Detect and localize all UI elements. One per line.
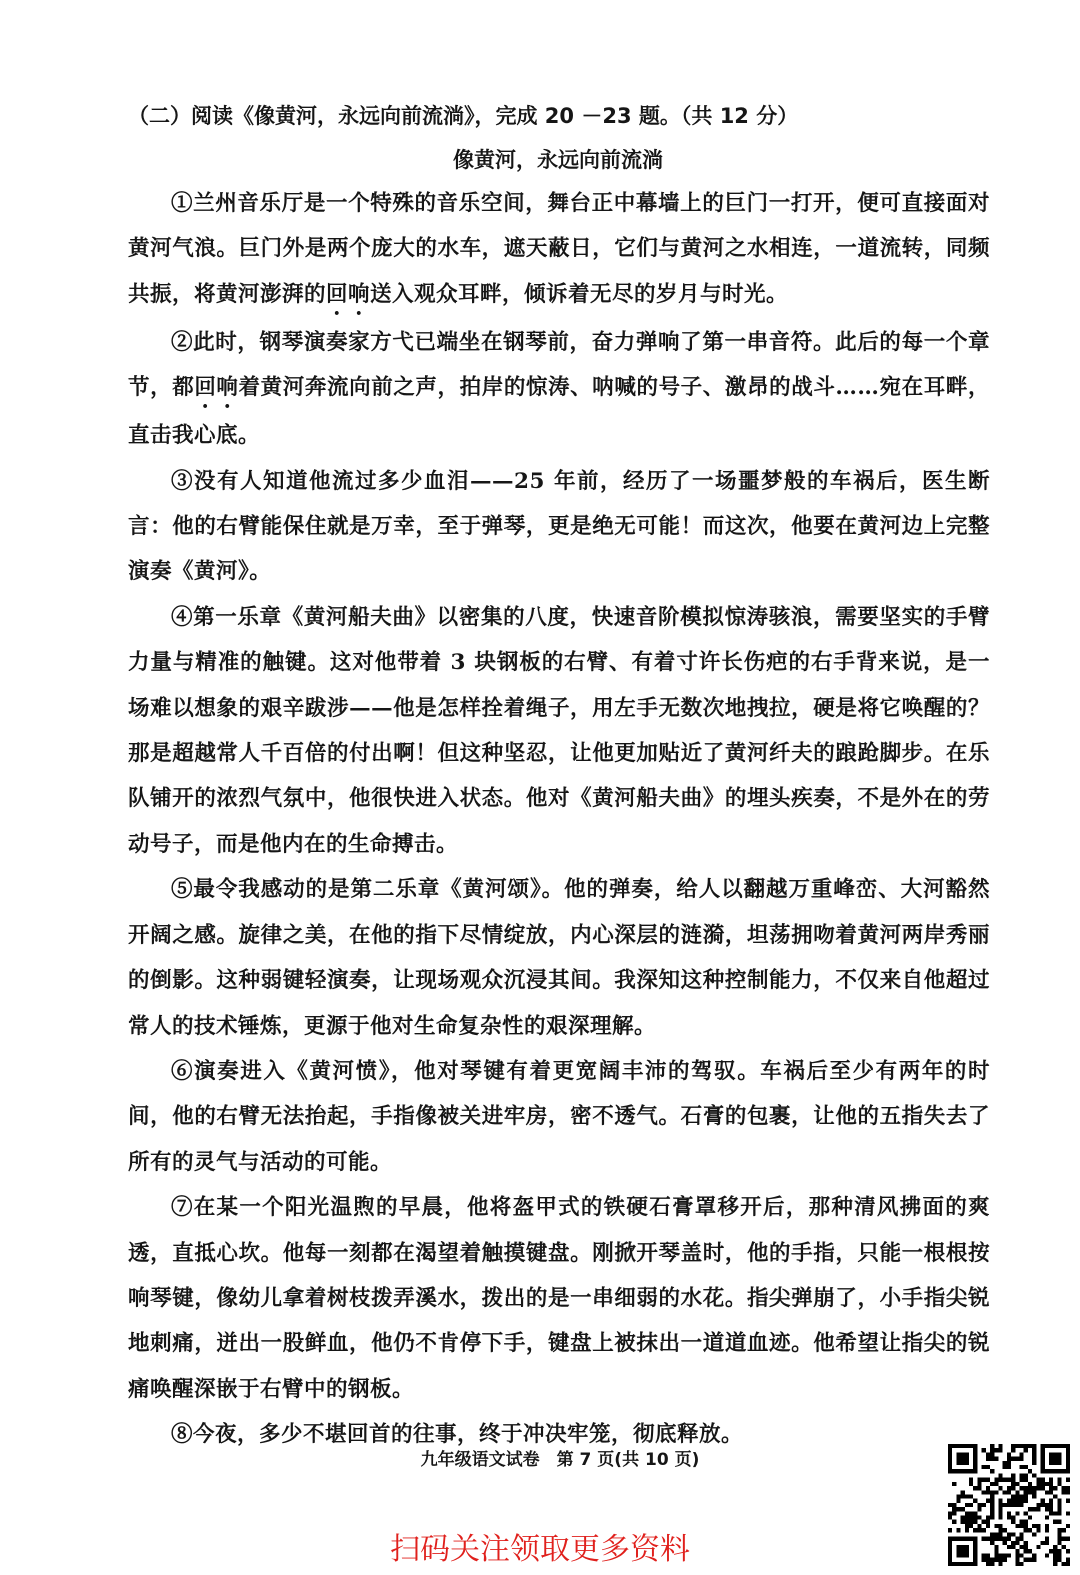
section-heading: （二）阅读《像黄河，永远向前流淌》，完成 20 －23 题。（共 12 分）	[128, 104, 799, 128]
emphasized-word: 回响	[194, 375, 239, 401]
paragraph-8: ⑧今夜，多少不堪回首的往事，终于冲决牢笼，彻底释放。	[171, 1422, 744, 1448]
page-footer: 九年级语文试卷 第 7 页(共 10 页)	[420, 1450, 700, 1470]
paragraph-1	[128, 181, 990, 320]
paragraph-4: ④第一乐章《黄河船夫曲》以密集的八度，快速音阶模拟惊涛骇浪，需要坚实的手臂力量与精准的触键。这对他带着 3 块钢板的右臂、有着寸许长伤疤的右手背来说，是一场难以想象的艰辛跋涉——他是怎样拴着绳子，用左手无数次地拽拉，硬是将它唤醒的？那是超越常人千百倍的付出啊！但这种坚忍，让他更加贴近了黄河纤夫的踉跄脚步。在乐队铺开的浓烈气氛中，他很快进入状态。他对《黄河船夫曲》的埋头疾奏，不是外在的劳动号子，而是他内在的生命搏击。	[128, 604, 990, 857]
paragraph-1-text-b: 送入观众耳畔，倾诉着无尽的岁月与时光。	[370, 281, 789, 307]
paragraph-2	[128, 320, 990, 459]
paragraph-5: ⑤最令我感动的是第二乐章《黄河颂》。他的弹奏，给人以翻越万重峰峦、大河豁然开阔之感。旋律之美，在他的指下尽情绽放，内心深层的涟漪，坦荡拥吻着黄河两岸秀丽的倒影。这种弱键轻演奏，让现场观众沉浸其间。我深知这种控制能力，不仅来自他超过常人的技术锤炼，更源于他对生命复杂性的艰深理解。	[128, 877, 990, 1039]
paragraph-6: ⑥演奏进入《黄河愤》，他对琴键有着更宽阔丰沛的驾驭。车祸后至少有两年的时间，他的右臂无法抬起，手指像被关进牢房，密不透气。石膏的包裹，让他的五指失去了所有的灵气与活动的可能。	[128, 1058, 990, 1175]
paragraph-2-text-a: ②此时，钢琴演奏家方弋已端坐在钢琴前，奋力弹响了第一串音符。此后的每一个章节，都	[128, 329, 990, 401]
paragraph-1-text-a: ①兰州音乐厅是一个特殊的音乐空间，舞台正中幕墙上的巨门一打开，便可直接面对黄河气浪。巨门外是两个庞大的水车，遮天蔽日，它们与黄河之水相连，一道流转，同频共振，将黄河澎湃的	[128, 191, 990, 307]
qr-code-icon[interactable]	[948, 1444, 1070, 1566]
article-title: 像黄河，永远向前流淌	[453, 148, 663, 172]
promo-text: 扫码关注领取更多资料	[390, 1532, 690, 1567]
article-body	[128, 181, 990, 1458]
paragraph-3: ③没有人知道他流过多少血泪——25 年前，经历了一场噩梦般的车祸后，医生断言：他的右臂能保住就是万幸，至于弹琴，更是绝无可能！而这次，他要在黄河边上完整演奏《黄河》。	[128, 468, 990, 585]
emphasized-word: 回响	[326, 281, 371, 307]
paragraph-7: ⑦在某一个阳光温煦的早晨，他将盔甲式的铁硬石膏罩移开后，那种清风拂面的爽透，直抵心坎。他每一刻都在渴望着触摸键盘。刚掀开琴盖时，他的手指，只能一根根按响琴键，像幼儿拿着树枝拨弄溪水，拨出的是一串细弱的水花。指尖弹崩了，小手指尖锐地刺痛，迸出一股鲜血，他仍不肯停下手，键盘上被抹出一道道血迹。他希望让指尖的锐痛唤醒深嵌于右臂中的钢板。	[128, 1195, 990, 1402]
paragraph-2-text-b: 着黄河奔流向前之声，拍岸的惊涛、呐喊的号子、激昂的战斗……宛在耳畔，直击我心底。	[128, 375, 990, 449]
